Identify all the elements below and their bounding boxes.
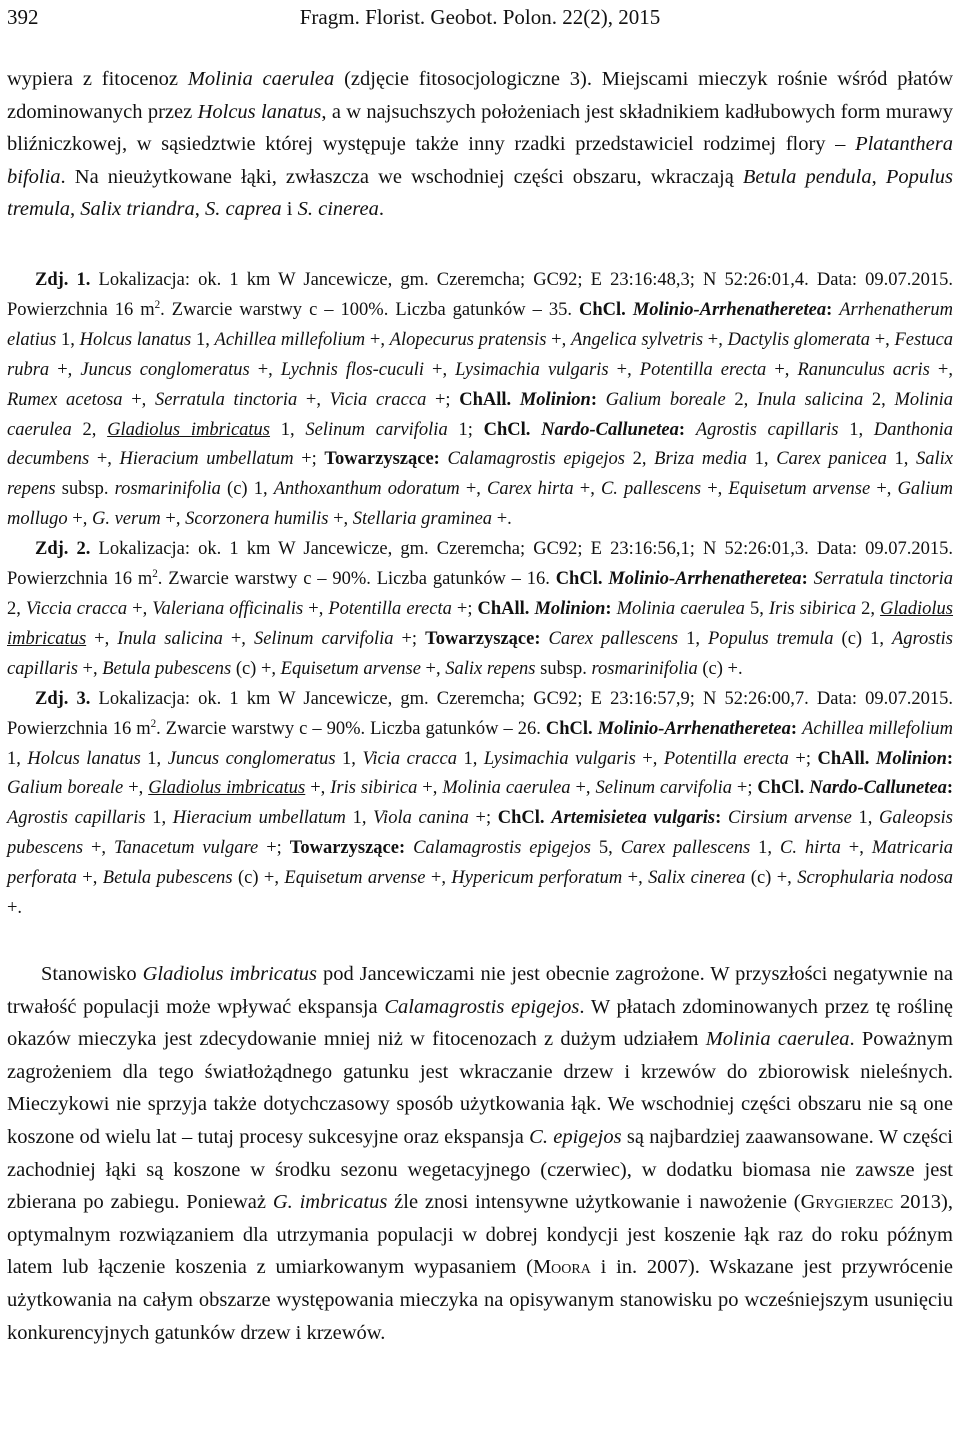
gladiolus-underlined: Gladiolus imbricatus	[148, 778, 306, 799]
gladiolus-underlined: Gladiolus imbricatus	[107, 419, 271, 440]
releve-3: Zdj. 3. Lokalizacja: ok. 1 km W Jancewicze, gm. Czeremcha; GC92; E 23:16:57,9; N 52:26:00,7. Data: 09.07.2015. Powierzchnia 16 $m^2$. Zwarcie warstwy c – 90%. Liczba gatunków – 26. ChCl. Molinio-Arrhenatheretea: Achillea millefolium 1, Holcus lanatus 1, Juncus conglomeratus 1, Vicia cracca 1, Lysimachia vulgaris +, Potentilla erecta +; ChAll. Molinion: Galium boreale +, Gladiolus imbricatus +, Iris sibirica +, Molinia caerulea +, Selinum carvifolia +; ChCl. Nardo-Callunetea: Agrostis capillaris 1, Hieracium umbellatum 1, Viola canina +; ChCl. Artemisietea vulgaris: Cirsium arvense 1, Galeopsis pubescens +, Tanacetum vulgare +; Towarzyszące: Calamagrostis epigejos 5, Carex pallescens 1, C. hirta +, Matricaria perforata +, Betula pubescens (c) +, Equisetum arvense +, Hypericum perforatum +, Salix cinerea (c) +, Scrophularia nodosa +.	[7, 688, 954, 919]
citation-author: Grygierzec	[800, 1191, 894, 1214]
habitat-paragraph: wypiera z fitocenoz Molinia caerulea (zdjęcie fitosocjologiczne 3). Miejscami mieczyk rośnie wśród płatów zdominowanych przez Holcus lanatus, a w najsuchszych położeniach jest składnikiem kadłubowych form murawy bliźniczkowej, w sąsiedztwie której występuje także inny rzadki przedstawiciel rodzimej flory – Platanthera bifolia. Na nieużytkowane łąki, zwłaszcza we wschodniej części obszaru, wkraczają Betula pendula, Populus tremula, Salix triandra, S. caprea i S. cinerea.	[7, 68, 954, 220]
conservation-paragraph: Stanowisko Gladiolus imbricatus pod Jancewiczami nie jest obecnie zagrożone. W przyszłości negatywnie na trwałość populacji może wpływać ekspansja Calamagrostis epigejos. W płatach zdominowanych przez tę roślinę okazów mieczyka jest zdecydowanie mniej niż w fitocenozach z dużym udziałem Molinia caerulea. Poważnym zagrożeniem dla tego światłożądnego gatunku jest wkraczanie drzew i krzewów do zbiorowisk nieleśnych. Mieczykowi nie sprzyja także dotychczasowy sposób użytkowania łąk. We wschodniej części obszaru nie są one koszone od wielu lat – tutaj procesy sukcesyjne oraz ekspansja C. epigejos są najbardziej zaawansowane. W części zachodniej łąki są koszone w środku sezonu wegetacyjnego (czerwiec), w dodatku biomasa nie zawsze jest zbierana po zabiegu. Ponieważ G. imbricatus źle znosi intensywne użytkowanie i nawożenie (Grygierzec 2013), optymalnym rozwiązaniem dla utrzymania populacji w dobrej kondycji jest koszenie łąk raz do roku późnym latem lub łączenie koszenia z umiarkowanym wypasaniem (Moora i in. 2007). Wskazane jest przywrócenie użytkowania na całym obszarze występowania mieczyka na opisywanym stanowisku po wcześniejszym usunięciu konkurencyjnych gatunków drzew i krzewów.	[7, 963, 954, 1344]
releve-2: Zdj. 2. Lokalizacja: ok. 1 km W Jancewicze, gm. Czeremcha; GC92; E 23:16:56,1; N 52:26:01,3. Data: 09.07.2015. Powierzchnia 16 $m^2$. Zwarcie warstwy c – 90%. Liczba gatunków – 16. ChCl. Molinio-Arrhenatheretea: Serratula tinctoria 2, Viccia cracca +, Valeriana officinalis +, Potentilla erecta +; ChAll. Molinion: Molinia caerulea 5, Iris sibirica 2, Gladiolus imbricatus +, Inula salicina +, Selinum carvifolia +; Towarzyszące: Carex pallescens 1, Populus tremula (c) 1, Agrostis capillaris +, Betula pubescens (c) +, Equisetum arvense +, Salix repens subsp. rosmarinifolia (c) +.	[7, 539, 954, 679]
citation-author: Moora	[532, 1256, 591, 1279]
gladiolus-underlined: Gladiolus imbricatus	[7, 598, 954, 649]
page-number: 392	[7, 5, 39, 29]
releve-1: Zdj. 1. Lokalizacja: ok. 1 km W Jancewicze, gm. Czeremcha; GC92; E 23:16:48,3; N 52:26:01,4. Data: 09.07.2015. Powierzchnia 16 $m^2$. Zwarcie warstwy c – 100%. Liczba gatunków – 35. ChCl. Molinio-Arrhenatheretea: Arrhenatherum elatius 1, Holcus lanatus 1, Achillea millefolium +, Alopecurus pratensis +, Angelica sylvetris +, Dactylis glomerata +, Festuca rubra +, Juncus conglomeratus +, Lychnis flos-cuculi +, Lysimachia vulgaris +, Potentilla erecta +, Ranunculus acris +, Rumex acetosa +, Serratula tinctoria +, Vicia cracca +; ChAll. Molinion: Galium boreale 2, Inula salicina 2, Molinia caerulea 2, Gladiolus imbricatus 1, Selinum carvifolia 1; ChCl. Nardo-Callunetea: Agrostis capillaris 1, Danthonia decumbens +, Hieracium umbellatum +; Towarzyszące: Calamagrostis epigejos 2, Briza media 1, Carex panicea 1, Salix repens subsp. rosmarinifolia (c) 1, Anthoxanthum odoratum +, Carex hirta +, C. pallescens +, Equisetum arvense +, Galium mollugo +, G. verum +, Scorzonera humilis +, Stellaria graminea +.	[7, 270, 954, 530]
journal-citation: Fragm. Florist. Geobot. Polon. 22(2), 2015	[299, 5, 661, 29]
releves-section	[7, 266, 953, 924]
running-header	[7, 2, 953, 32]
